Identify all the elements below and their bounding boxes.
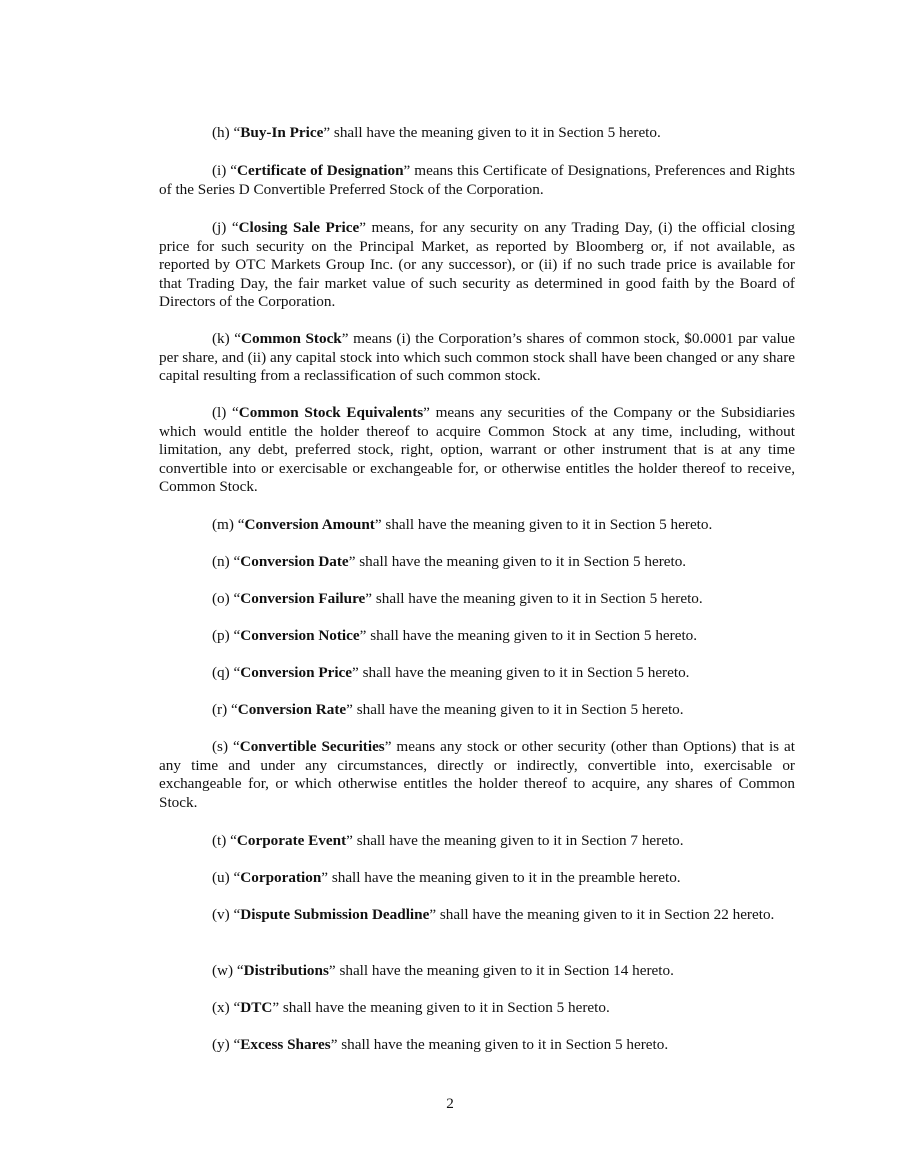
definition-o: (o) “Conversion Failure” shall have the meaning given to it in Section 5 hereto. <box>212 590 703 607</box>
definition-label: (m) <box>212 516 234 533</box>
definition-text: means any stock or other security (other than Options) that is at any time and under any circumstances, directly or indirectly, convertible into, exercisable or exchangeable for, or which otherwise entitles the holder thereof to acquire, any shares of Common Stock. <box>159 738 795 811</box>
definition-label: (v) <box>212 906 230 923</box>
defined-term: Corporation <box>240 869 322 886</box>
definition-label: (j) <box>212 219 227 236</box>
definition-text: shall have the meaning given to it in Section 5 hereto. <box>381 516 713 533</box>
defined-term: DTC <box>240 999 273 1016</box>
definition-x: (x) “DTC” shall have the meaning given to it in Section 5 hereto. <box>212 999 610 1016</box>
definition-label: (i) <box>212 162 227 179</box>
definition-label: (n) <box>212 553 230 570</box>
defined-term: Corporate Event <box>236 832 347 849</box>
defined-term: Common Stock <box>241 330 342 347</box>
defined-term: Conversion Failure <box>240 590 366 607</box>
definition-text: means any securities of the Company or the Subsidiaries which would entitle the holder thereof to acquire Common Stock at any time, including, without limitation, any debt, preferred stock, right, option, warrant or other instrument that is at any time convertible into or exercisable or exchangeable for, or otherwise entitles the holder thereof to receive, Common Stock. <box>159 404 795 496</box>
definition-r: (r) “Conversion Rate” shall have the meaning given to it in Section 5 hereto. <box>212 701 684 718</box>
definition-label: (k) <box>212 330 230 347</box>
definition-h: (h) “Buy-In Price” shall have the meaning given to it in Section 5 hereto. <box>212 124 661 141</box>
definition-n: (n) “Conversion Date” shall have the meaning given to it in Section 5 hereto. <box>212 553 687 570</box>
definition-text: shall have the meaning given to it in Section 14 hereto. <box>335 962 674 979</box>
definition-label: (s) <box>212 738 229 755</box>
definition-text: shall have the meaning given to it in Section 5 hereto. <box>279 999 610 1016</box>
defined-term: Dispute Submission Deadline <box>240 906 430 923</box>
definition-q: (q) “Conversion Price” shall have the meaning given to it in Section 5 hereto. <box>212 664 690 681</box>
defined-term: Closing Sale Price <box>238 219 360 236</box>
definition-label: (t) <box>212 832 227 849</box>
page-number: 2 <box>446 1095 454 1112</box>
defined-term: Certificate of Designation <box>237 162 404 179</box>
definition-text: shall have the meaning given to it in the preamble hereto. <box>328 869 681 886</box>
definition-text: shall have the meaning given to it in Section 22 hereto. <box>436 906 775 923</box>
definition-label: (u) <box>212 869 230 886</box>
defined-term: Conversion Date <box>240 553 349 570</box>
defined-term: Common Stock Equivalents <box>238 404 424 421</box>
definition-text: shall have the meaning given to it in Section 5 hereto. <box>355 553 687 570</box>
definition-text: shall have the meaning given to it in Section 7 hereto. <box>352 832 684 849</box>
definition-text: means this Certificate of Designations, Preferences and Rights of the Series D Convertible Preferred Stock of the Corporation. <box>159 162 795 198</box>
definition-label: (l) <box>212 404 227 421</box>
definition-label: (q) <box>212 664 230 681</box>
defined-term: Conversion Notice <box>240 627 360 644</box>
definition-s: (s) “Convertible Securities” means any stock or other security (other than Options) that is at any time and under any circumstances, directly or indirectly, convertible into, exercisable or exchangeable for, or which otherwise entitles the holder thereof to acquire, any shares of Common Stock. <box>159 738 795 811</box>
definition-u: (u) “Corporation” shall have the meaning given to it in the preamble hereto. <box>212 869 681 886</box>
defined-term: Buy-In Price <box>240 124 324 141</box>
definition-text: shall have the meaning given to it in Section 5 hereto. <box>358 664 690 681</box>
definition-label: (y) <box>212 1036 230 1053</box>
defined-term: Conversion Amount <box>244 516 375 533</box>
definition-text: shall have the meaning given to it in Section 5 hereto. <box>372 590 703 607</box>
definition-label: (w) <box>212 962 234 979</box>
defined-term: Excess Shares <box>240 1036 331 1053</box>
definition-i: (i) “Certificate of Designation” means this Certificate of Designations, Preferences and Rights of the Series D Convertible Preferred Stock of the Corporation. <box>159 162 795 198</box>
definition-v: (v) “Dispute Submission Deadline” shall have the meaning given to it in Section 22 hereto. <box>212 906 775 923</box>
definition-w: (w) “Distributions” shall have the meaning given to it in Section 14 hereto. <box>212 962 674 979</box>
defined-term: Conversion Rate <box>237 701 347 718</box>
definition-t: (t) “Corporate Event” shall have the meaning given to it in Section 7 hereto. <box>212 832 684 849</box>
definition-text: means, for any security on any Trading Day, (i) the official closing price for such security on the Principal Market, as reported by Bloomberg or, if not available, as reported by OTC Markets Group Inc. (or any successor), or (ii) if no such trade price is available for that Trading Day, the fair market value of such security as determined in good faith by the Board of Directors of the Corporation. <box>159 219 795 311</box>
definition-label: (o) <box>212 590 230 607</box>
definition-label: (r) <box>212 701 228 718</box>
definition-text: shall have the meaning given to it in Section 5 hereto. <box>330 124 661 141</box>
definition-j: (j) “Closing Sale Price” means, for any security on any Trading Day, (i) the official closing price for such security on the Principal Market, as reported by Bloomberg or, if not available, as reported by OTC Markets Group Inc. (or any successor), or (ii) if no such trade price is available for that Trading Day, the fair market value of such security as determined in good faith by the Board of Directors of the Corporation. <box>159 219 795 311</box>
definition-k: (k) “Common Stock” means (i) the Corporation’s shares of common stock, $0.0001 par value per share, and (ii) any capital stock into which such common stock shall have been changed or any share capital resulting from a reclassification of such common stock. <box>159 330 795 385</box>
definition-label: (x) <box>212 999 230 1016</box>
definition-text: shall have the meaning given to it in Section 5 hereto. <box>352 701 684 718</box>
definition-label: (p) <box>212 627 230 644</box>
definition-l: (l) “Common Stock Equivalents” means any securities of the Company or the Subsidiaries which would entitle the holder thereof to acquire Common Stock at any time, including, without limitation, any debt, preferred stock, right, option, warrant or other instrument that is at any time convertible into or exercisable or exchangeable for, or otherwise entitles the holder thereof to receive, Common Stock. <box>159 404 795 496</box>
definition-text: means (i) the Corporation’s shares of common stock, $0.0001 par value per share, and (ii) any capital stock into which such common stock shall have been changed or any share capital resulting from a reclassification of such common stock. <box>159 330 795 385</box>
definition-y: (y) “Excess Shares” shall have the meaning given to it in Section 5 hereto. <box>212 1036 669 1053</box>
definition-label: (h) <box>212 124 230 141</box>
defined-term: Distributions <box>243 962 329 979</box>
definition-m: (m) “Conversion Amount” shall have the meaning given to it in Section 5 hereto. <box>212 516 713 533</box>
definition-text: shall have the meaning given to it in Section 5 hereto. <box>337 1036 669 1053</box>
definition-text: shall have the meaning given to it in Section 5 hereto. <box>366 627 698 644</box>
defined-term: Conversion Price <box>240 664 353 681</box>
defined-term: Convertible Securities <box>239 738 385 755</box>
definition-p: (p) “Conversion Notice” shall have the meaning given to it in Section 5 hereto. <box>212 627 698 644</box>
